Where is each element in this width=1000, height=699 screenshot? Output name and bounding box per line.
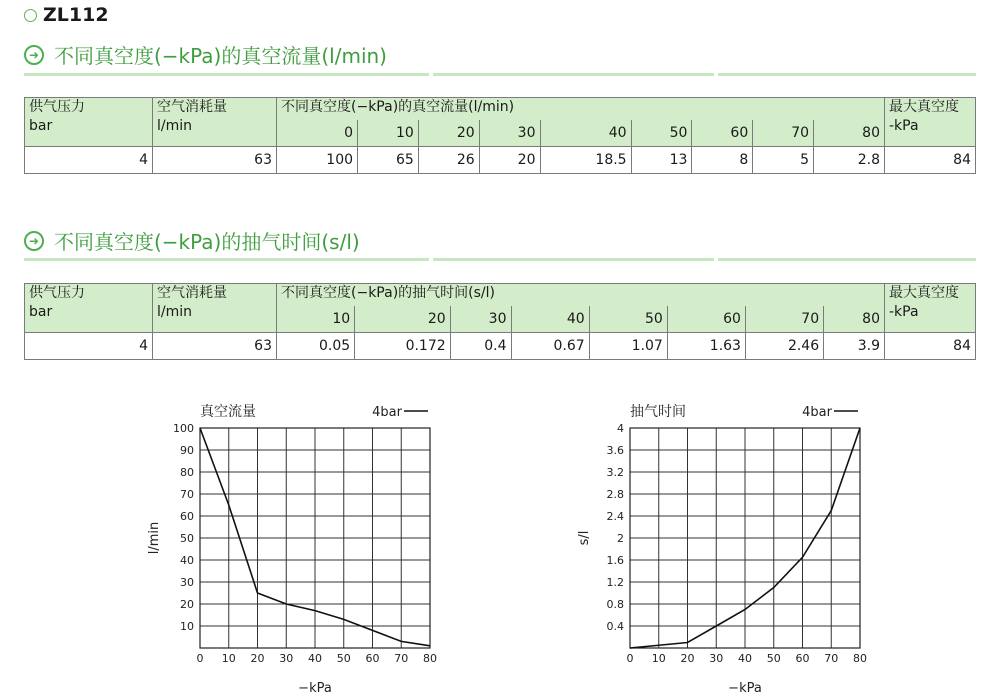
table-cell: 0.67	[511, 333, 589, 360]
max-vacuum-header: 最大真空度 -kPa	[885, 98, 976, 147]
vacuum-level-header: 60	[692, 120, 753, 147]
table-cell: 26	[418, 147, 479, 174]
y-tick-label: 0.8	[606, 598, 624, 611]
vacuum-level-header: 50	[631, 120, 692, 147]
x-tick-label: 80	[423, 652, 437, 665]
table-cell: 3.9	[824, 333, 885, 360]
supply-pressure-value: 4	[25, 147, 153, 174]
supply-pressure-header: 供气压力 bar	[25, 284, 153, 333]
vacuum-level-header: 50	[589, 306, 667, 333]
y-tick-label: 40	[180, 554, 194, 567]
y-tick-label: 3.6	[606, 444, 624, 457]
table-cell: 65	[358, 147, 419, 174]
y-tick-label: 70	[180, 488, 194, 501]
vacuum-level-header: 60	[667, 306, 745, 333]
y-tick-label: 60	[180, 510, 194, 523]
vacuum-level-header: 10	[358, 120, 419, 147]
x-tick-label: 40	[738, 652, 752, 665]
x-tick-label: 60	[365, 652, 380, 665]
vacuum-level-header: 70	[745, 306, 823, 333]
chart-title: 抽气时间	[630, 404, 686, 420]
section-divider	[24, 258, 976, 261]
legend-label: 4bar	[802, 405, 832, 420]
vacuum-level-header: 20	[418, 120, 479, 147]
section-title-evacuation	[24, 226, 360, 255]
y-tick-label: 1.6	[606, 554, 624, 567]
x-tick-label: 0	[626, 652, 634, 665]
y-axis-label: l/min	[147, 521, 162, 555]
vacuum-level-header: 20	[355, 306, 451, 333]
vacuum-level-header: 10	[277, 306, 355, 333]
y-tick-label: 2	[617, 532, 624, 545]
vacuum-level-header: 80	[814, 120, 885, 147]
y-tick-label: 2.4	[606, 510, 624, 523]
x-tick-label: 30	[709, 652, 724, 665]
y-tick-label: 90	[180, 444, 194, 457]
x-tick-label: 40	[308, 652, 322, 665]
x-tick-label: 50	[766, 652, 781, 665]
air-consumption-header: 空气消耗量 l/min	[153, 284, 277, 333]
y-tick-label: 2.8	[606, 488, 624, 501]
flow-table	[24, 97, 976, 174]
section-title-flow	[24, 40, 387, 69]
evacuation-time-group-header: 不同真空度(−kPa)的抽气时间(s/l)	[277, 284, 885, 307]
y-tick-label: 80	[180, 466, 194, 479]
max-vacuum-value: 84	[885, 147, 976, 174]
x-tick-label: 50	[336, 652, 351, 665]
x-tick-label: 20	[680, 652, 695, 665]
x-axis-label: −kPa	[728, 681, 762, 696]
legend-label: 4bar	[372, 405, 402, 420]
x-tick-label: 0	[196, 652, 204, 665]
table-cell: 1.07	[589, 333, 667, 360]
max-vacuum-value: 84	[885, 333, 976, 360]
max-vacuum-header: 最大真空度 -kPa	[885, 284, 976, 333]
x-tick-label: 10	[221, 652, 236, 665]
x-tick-label: 80	[853, 652, 867, 665]
table-cell: 0.05	[277, 333, 355, 360]
table-cell: 20	[479, 147, 540, 174]
circle-icon	[24, 9, 37, 22]
x-tick-label: 20	[250, 652, 265, 665]
model-name: ZL112	[43, 4, 109, 26]
vacuum-level-header: 80	[824, 306, 885, 333]
y-tick-label: 4	[617, 422, 624, 435]
y-tick-label: 1.2	[606, 576, 624, 589]
table-cell: 1.63	[667, 333, 745, 360]
table-cell: 2.46	[745, 333, 823, 360]
x-axis-label: −kPa	[298, 681, 332, 696]
air-consumption-header: 空气消耗量 l/min	[153, 98, 277, 147]
vacuum-flow-group-header: 不同真空度(−kPa)的真空流量(l/min)	[277, 98, 885, 121]
arrow-right-icon: ➜	[24, 231, 44, 251]
air-consumption-value: 63	[153, 147, 277, 174]
y-tick-label: 50	[180, 532, 194, 545]
section-title-flow-text: 不同真空度(−kPa)的真空流量(l/min)	[54, 44, 387, 68]
evacuation-time-table	[24, 283, 976, 360]
section-title-evacuation-text: 不同真空度(−kPa)的抽气时间(s/l)	[54, 230, 360, 254]
table-cell: 8	[692, 147, 753, 174]
x-tick-label: 70	[824, 652, 839, 665]
table-cell: 13	[631, 147, 692, 174]
vacuum-flow-chart	[140, 398, 460, 698]
vacuum-level-header: 0	[277, 120, 358, 147]
model-header	[24, 4, 109, 26]
vacuum-level-header: 30	[479, 120, 540, 147]
y-tick-label: 10	[180, 620, 194, 633]
y-tick-label: 3.2	[606, 466, 624, 479]
y-tick-label: 0.4	[606, 620, 624, 633]
x-tick-label: 30	[279, 652, 294, 665]
supply-pressure-header: 供气压力 bar	[25, 98, 153, 147]
evacuation-time-chart	[570, 398, 890, 698]
x-tick-label: 70	[394, 652, 409, 665]
y-tick-label: 30	[180, 576, 194, 589]
table-cell: 100	[277, 147, 358, 174]
chart-title: 真空流量	[200, 404, 256, 420]
section-divider	[24, 73, 976, 76]
air-consumption-value: 63	[153, 333, 277, 360]
vacuum-level-header: 40	[511, 306, 589, 333]
arrow-right-icon: ➜	[24, 45, 44, 65]
table-cell: 0.172	[355, 333, 451, 360]
y-axis-label: s/l	[577, 530, 592, 546]
table-cell: 2.8	[814, 147, 885, 174]
table-cell: 5	[753, 147, 814, 174]
table-cell: 0.4	[450, 333, 511, 360]
supply-pressure-value: 4	[25, 333, 153, 360]
y-tick-label: 100	[173, 422, 194, 435]
x-tick-label: 60	[795, 652, 810, 665]
vacuum-level-header: 40	[540, 120, 631, 147]
y-tick-label: 20	[180, 598, 194, 611]
x-tick-label: 10	[651, 652, 666, 665]
vacuum-level-header: 70	[753, 120, 814, 147]
vacuum-level-header: 30	[450, 306, 511, 333]
table-cell: 18.5	[540, 147, 631, 174]
